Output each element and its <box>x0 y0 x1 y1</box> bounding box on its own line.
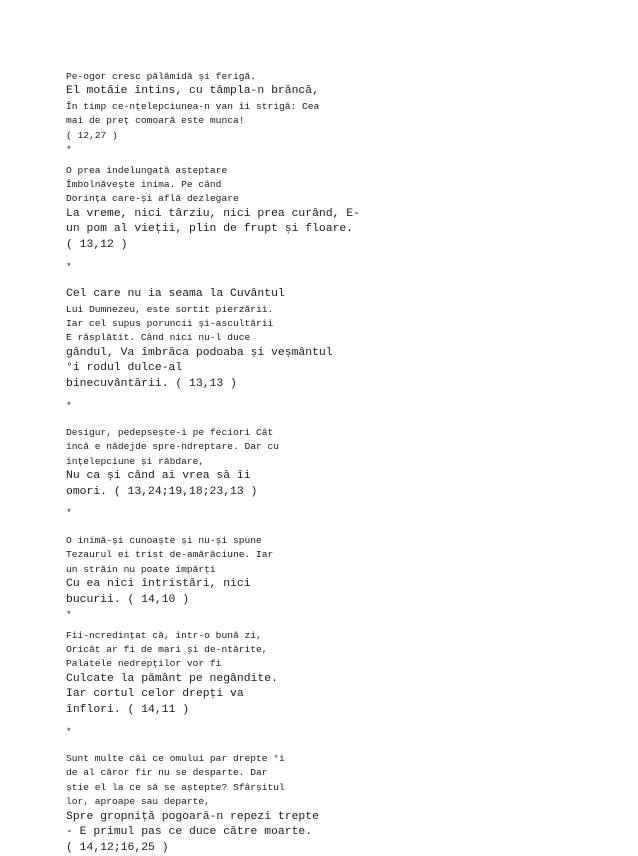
stanza-2 <box>66 164 586 254</box>
text-line: - E primul pas ce duce către moarte. <box>66 826 313 839</box>
text-line: El motăie întins, cu tâmpla-n brâncă, <box>66 85 319 98</box>
text-line: °i rodul dulce-al <box>66 362 183 375</box>
stanza-separator: * <box>66 725 72 737</box>
verse-reference: înflori. ( 14,11 ) <box>66 704 190 717</box>
verse-reference: ( 12,27 ) <box>66 129 118 141</box>
stanza-separator: * <box>66 260 72 272</box>
text-line: încă e nădejde spre-ndreptare. Dar cu <box>66 441 280 453</box>
text-line: Tezaurul ei trist de-amărăciune. Iar <box>66 549 274 561</box>
text-line: Îmbolnăvește inima. Pe când <box>66 179 222 191</box>
text-line: lor, aproape sau departe, <box>66 796 210 808</box>
text-line: Iar cortul celor drepți va <box>66 688 244 701</box>
verse-reference: binecuvântării. ( 13,13 ) <box>66 378 237 391</box>
text-line: Iar cel supus poruncii și-ascultării <box>66 318 274 330</box>
stanza-6 <box>66 629 586 719</box>
stanza-separator: * <box>66 144 72 156</box>
stanza-separator: * <box>66 399 72 411</box>
verse-reference: ( 14,12;16,25 ) <box>66 841 169 854</box>
stanza-separator: * <box>66 609 72 621</box>
text-line: un străin nu poate împărți <box>66 563 216 575</box>
stanza-5 <box>66 534 586 623</box>
text-line: La vreme, nici târziu, nici prea curând, E- <box>66 207 360 220</box>
text-line: înțelepciune și răbdare, <box>66 455 205 467</box>
text-line: Fii-ncredințat că, într-o bună zi, <box>66 629 262 641</box>
text-line: Spre gropniță pogoară-n repezi trepte <box>66 810 319 823</box>
text-line: Sunt multe căi ce omului par drepte °i <box>66 753 285 765</box>
text-line: O prea îndelungată așteptare <box>66 164 228 176</box>
stanza-separator: * <box>66 507 72 519</box>
text-line: Pe-ogor cresc pălămidă și ferigă. <box>66 71 256 82</box>
text-line: mai de preț comoară este munca! <box>66 115 245 127</box>
text-line: gândul, Va îmbrăca podoaba și veșmântul <box>66 346 333 359</box>
verse-reference: omori. ( 13,24;19,18;23,13 ) <box>66 485 258 498</box>
text-line: știe el la ce să se aștepte? Sfârșitul <box>66 781 285 793</box>
text-line: Cel care nu ia seama la Cuvântul <box>66 288 285 301</box>
text-line: un pom al vieții, plin de frupt și floare. <box>66 223 354 236</box>
text-line: Palatele nedrepților vor fi <box>66 658 222 670</box>
stanza-1 <box>66 70 586 158</box>
verse-reference: bucurii. ( 14,10 ) <box>66 593 190 606</box>
verse-reference: ( 13,12 ) <box>66 239 128 252</box>
text-line: O inimă-și cunoaște și nu-și spune <box>66 534 262 546</box>
text-line: Oricât ar fi de mari și de-ntărite, <box>66 644 268 656</box>
text-line: E răsplătit. Când nici nu-l duce <box>66 332 251 344</box>
text-line: Lui Dumnezeu, este sortit pierzării. <box>66 303 274 315</box>
stanza-7 <box>66 752 586 856</box>
text-line: Cu ea nici întristări, nici <box>66 578 251 591</box>
stanza-3 <box>66 287 586 393</box>
text-line: Desigur, pedepsește-i pe feciori Cât <box>66 427 274 439</box>
text-line: Culcate la pământ pe negândite. <box>66 672 278 685</box>
text-line: Nu ca și când ai vrea să îi <box>66 470 251 483</box>
text-line: În timp ce-nțelepciunea-n van îi strigă: Cea <box>66 101 320 112</box>
text-line: Dorința care-și află dezlegare <box>66 193 239 205</box>
stanza-4 <box>66 426 586 500</box>
document-page <box>66 70 586 856</box>
text-line: de al căror fir nu se desparte. Dar <box>66 767 268 779</box>
